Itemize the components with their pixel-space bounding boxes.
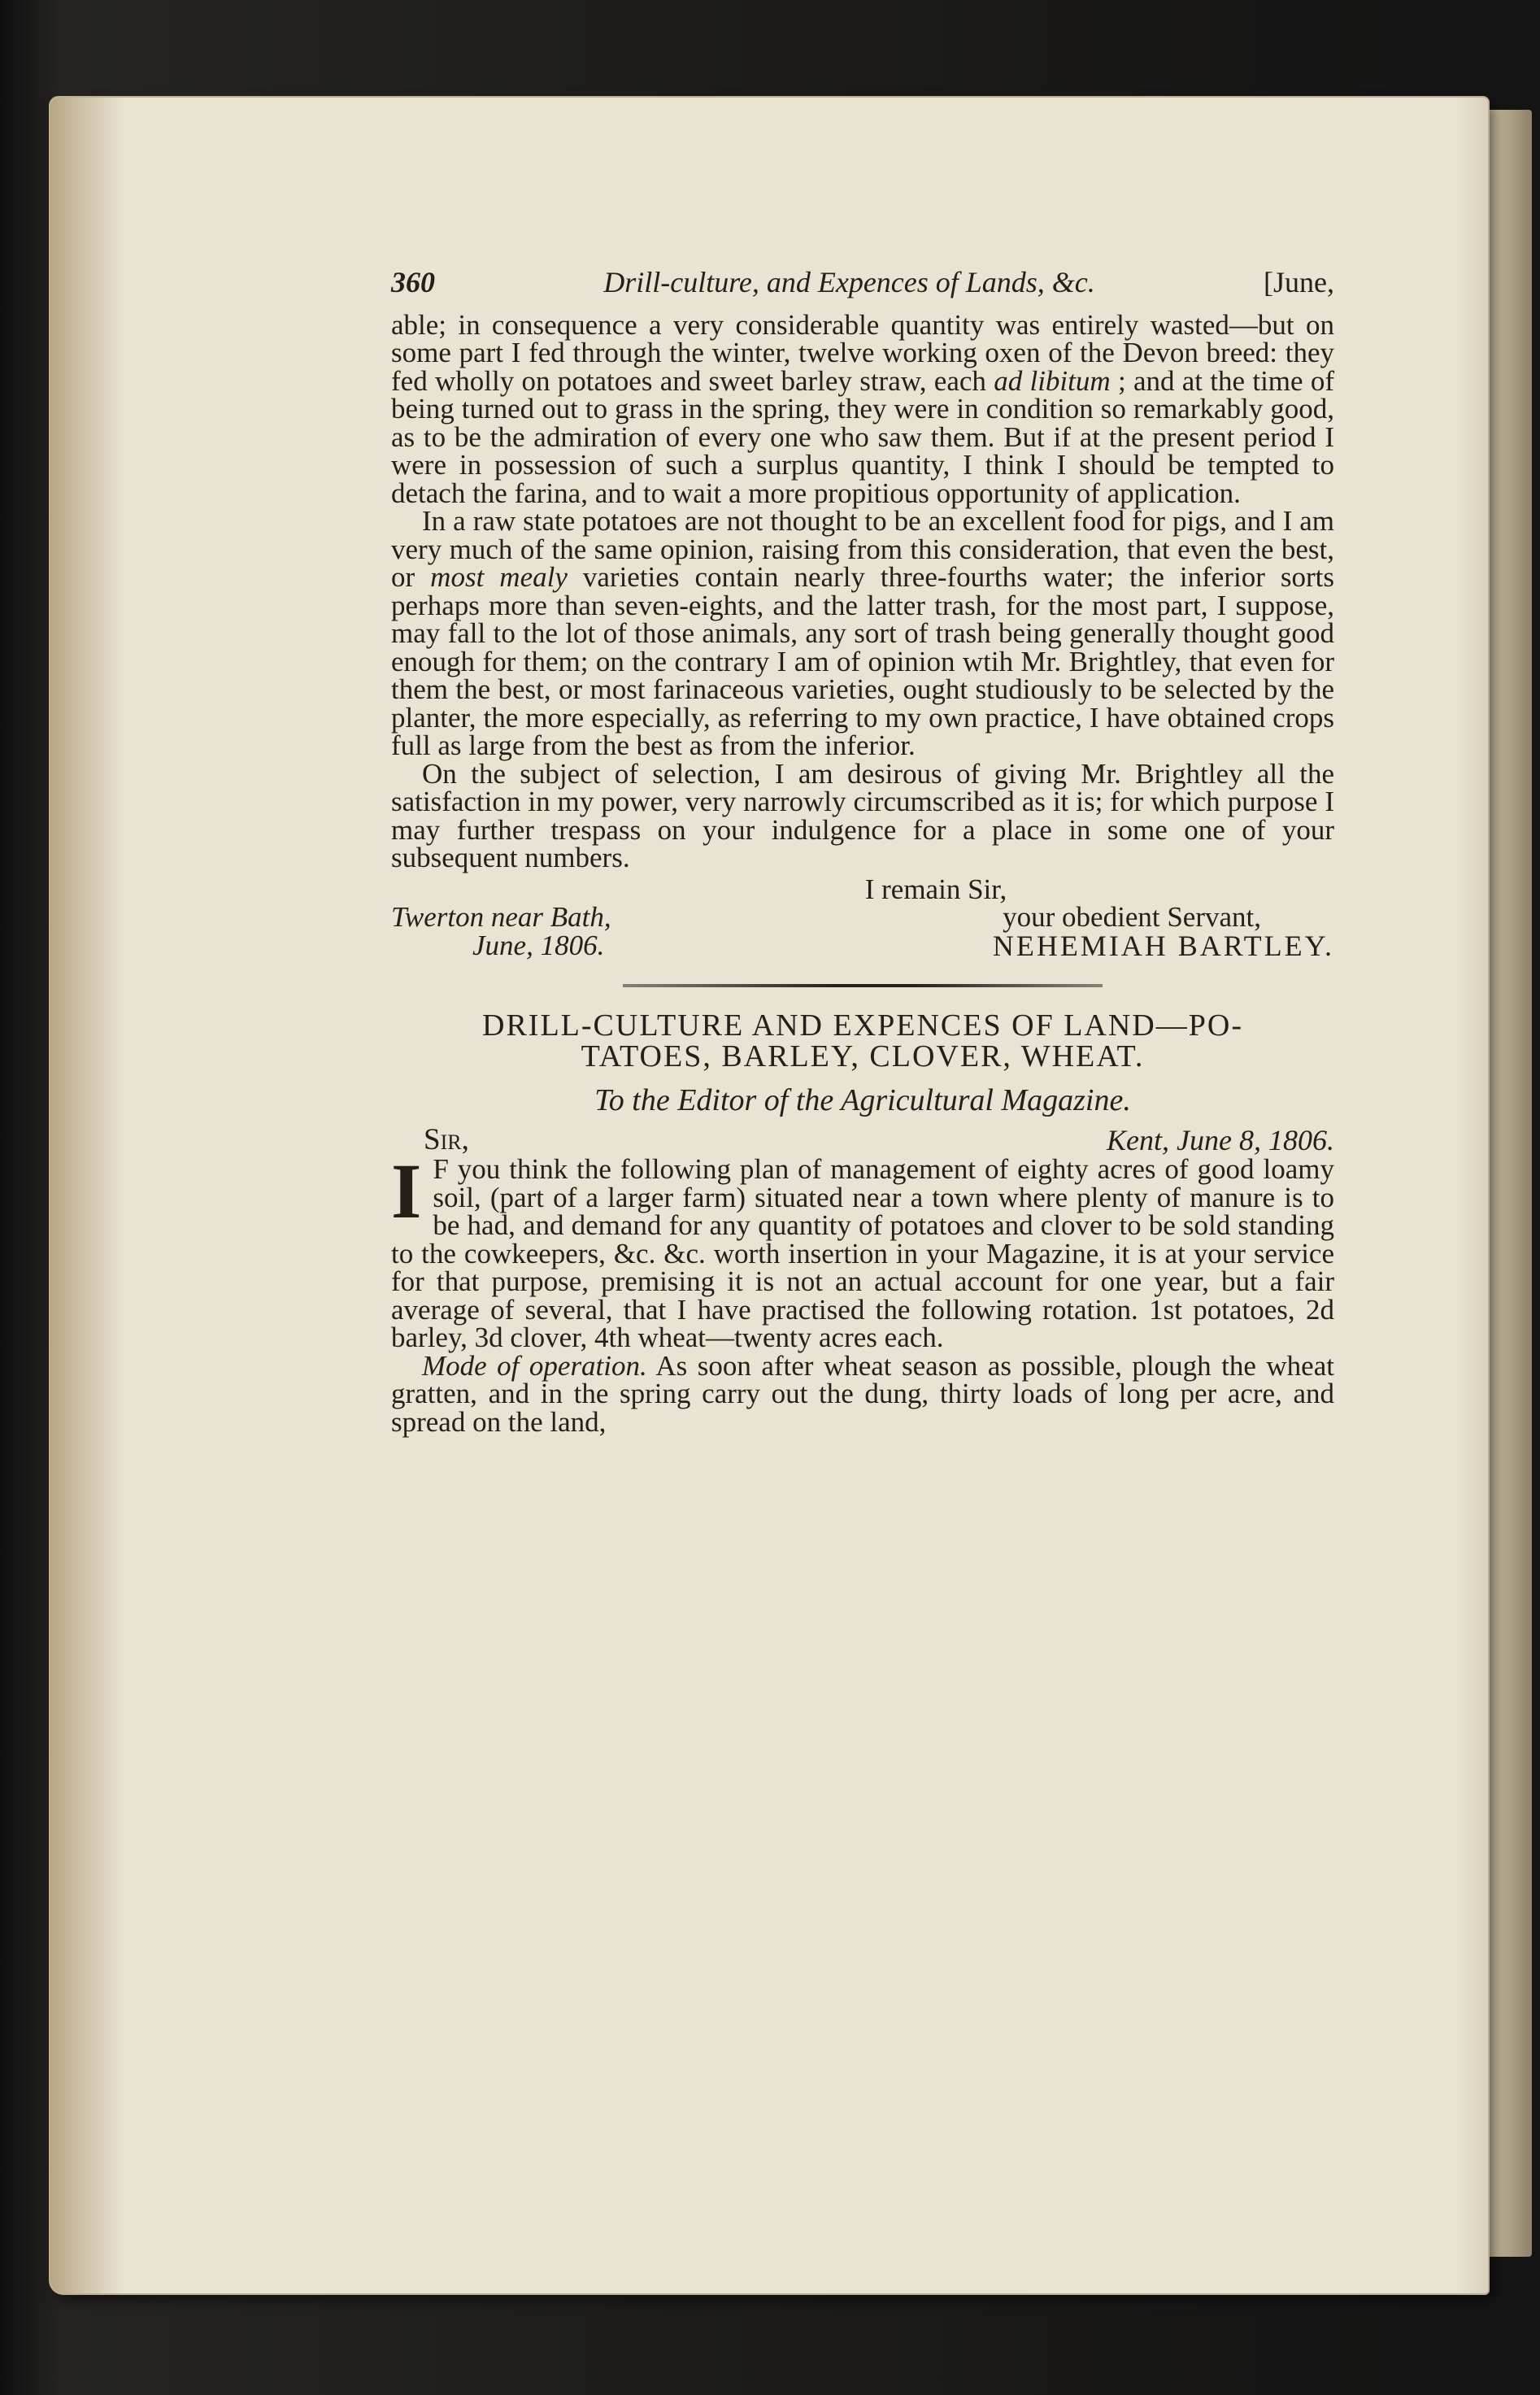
drop-cap: I	[391, 1147, 422, 1235]
running-header	[391, 268, 1334, 297]
article-title-line-2: TATOES, BARLEY, CLOVER, WHEAT.	[581, 1039, 1145, 1073]
letter-p1-text: able; in consequence a very considerable quantity was entirely wasted—but on some part I fed through the winter, twelve working oxen of the Devon breed: they fed wholly on potatoes and sweet barley straw, each	[391, 308, 1334, 397]
signature: NEHEMIAH BARTLEY.	[992, 929, 1334, 962]
article-title-line-1: DRILL-CULTURE AND EXPENCES OF LAND—PO-	[482, 1008, 1243, 1043]
article-paragraph-2	[391, 1349, 1334, 1438]
letter-paragraph-3: On the subject of selection, I am desirous of giving Mr. Brightley all the satisfaction in my power, very narrowly circumscribed as it is; for which purpose I may further trespass on your indulgence for a place in some one of your subsequent numbers.	[391, 757, 1334, 873]
letter-place: Twerton near Bath,	[391, 901, 611, 933]
section-divider	[623, 984, 1103, 987]
letter-signoff	[391, 873, 1334, 962]
letter-paragraph-1	[391, 308, 1334, 509]
page-number: 360	[391, 266, 435, 298]
article-p2-text: As soon after wheat season as possible, plough the wheat gratten, and in the spring carry out the dung, thirty loads of long per acre, and spread on the land,	[391, 1349, 1334, 1438]
letter-p1-text-cont: ; and at the time of being turned out to grass in the spring, they were in condition so remarkably good, as to be the admiration of every one who saw them. But if at the present period I were in possession of such a surplus quantity, I think I should be tempted to detach the farina, and to wait a more propitious opportunity of application.	[391, 364, 1334, 509]
signoff-row-1	[391, 901, 1334, 933]
obedient-servant: your obedient Servant,	[1003, 901, 1261, 933]
letter-date: June, 1806.	[472, 929, 605, 961]
article-title	[391, 1010, 1334, 1072]
editor-address: To the Editor of the Agricultural Magazine.	[594, 1083, 1131, 1117]
article-paragraph-1	[391, 1147, 1334, 1353]
letter-p2-text: In a raw state potatoes are not thought to be an excellent food for pigs, and I am very much of the same opinion, raising from this consideration, that even the best, or	[391, 505, 1334, 593]
closing-line: I remain Sir,	[864, 873, 1007, 905]
greeting-row	[391, 1122, 1334, 1156]
letter-p2-text-cont: varieties contain nearly three-fourths water; the inferior sorts perhaps more than seven-eights, and the latter trash, for the most part, I suppose, may fall to the lot of those animals, any sort of trash being generally thought good enough for them; on the contrary I am of opinion wtih Mr. Brightley, that even for them the best, or most farinaceous varieties, ought studiously to be selected by the planter, the more especially, as referring to my own practice, I have obtained crops full as large from the best as from the inferior.	[391, 561, 1334, 761]
signoff-row-2	[391, 929, 1334, 962]
greeting: Sir,	[424, 1122, 469, 1156]
letter-p2-italic: most mealy	[430, 561, 568, 593]
letter-paragraph-2	[391, 507, 1334, 760]
page-text	[391, 268, 1334, 1436]
article-p2-italic: Mode of operation.	[422, 1349, 647, 1382]
article-p1-text: F you think the following plan of management of eighty acres of good loamy soil, (part of a larger farm) situated near a town where plenty of manure is to be had, and demand for any quantity of potatoes and clover to be sold standing to the cowkeepers, &c. &c. worth insertion in your Magazine, it is at your service for that purpose, premising it is not an actual account for one year, but a fair average of several, that I have practised the following rotation. 1st potatoes, 2d barley, 3d clover, 4th wheat—twenty acres each.	[391, 1153, 1334, 1353]
dateline: Kent, June 8, 1806.	[1107, 1123, 1334, 1156]
running-title: Drill-culture, and Expences of Lands, &c.	[603, 266, 1095, 298]
running-date: [June,	[1264, 266, 1334, 298]
letter-p1-italic: ad libitum	[994, 364, 1111, 397]
